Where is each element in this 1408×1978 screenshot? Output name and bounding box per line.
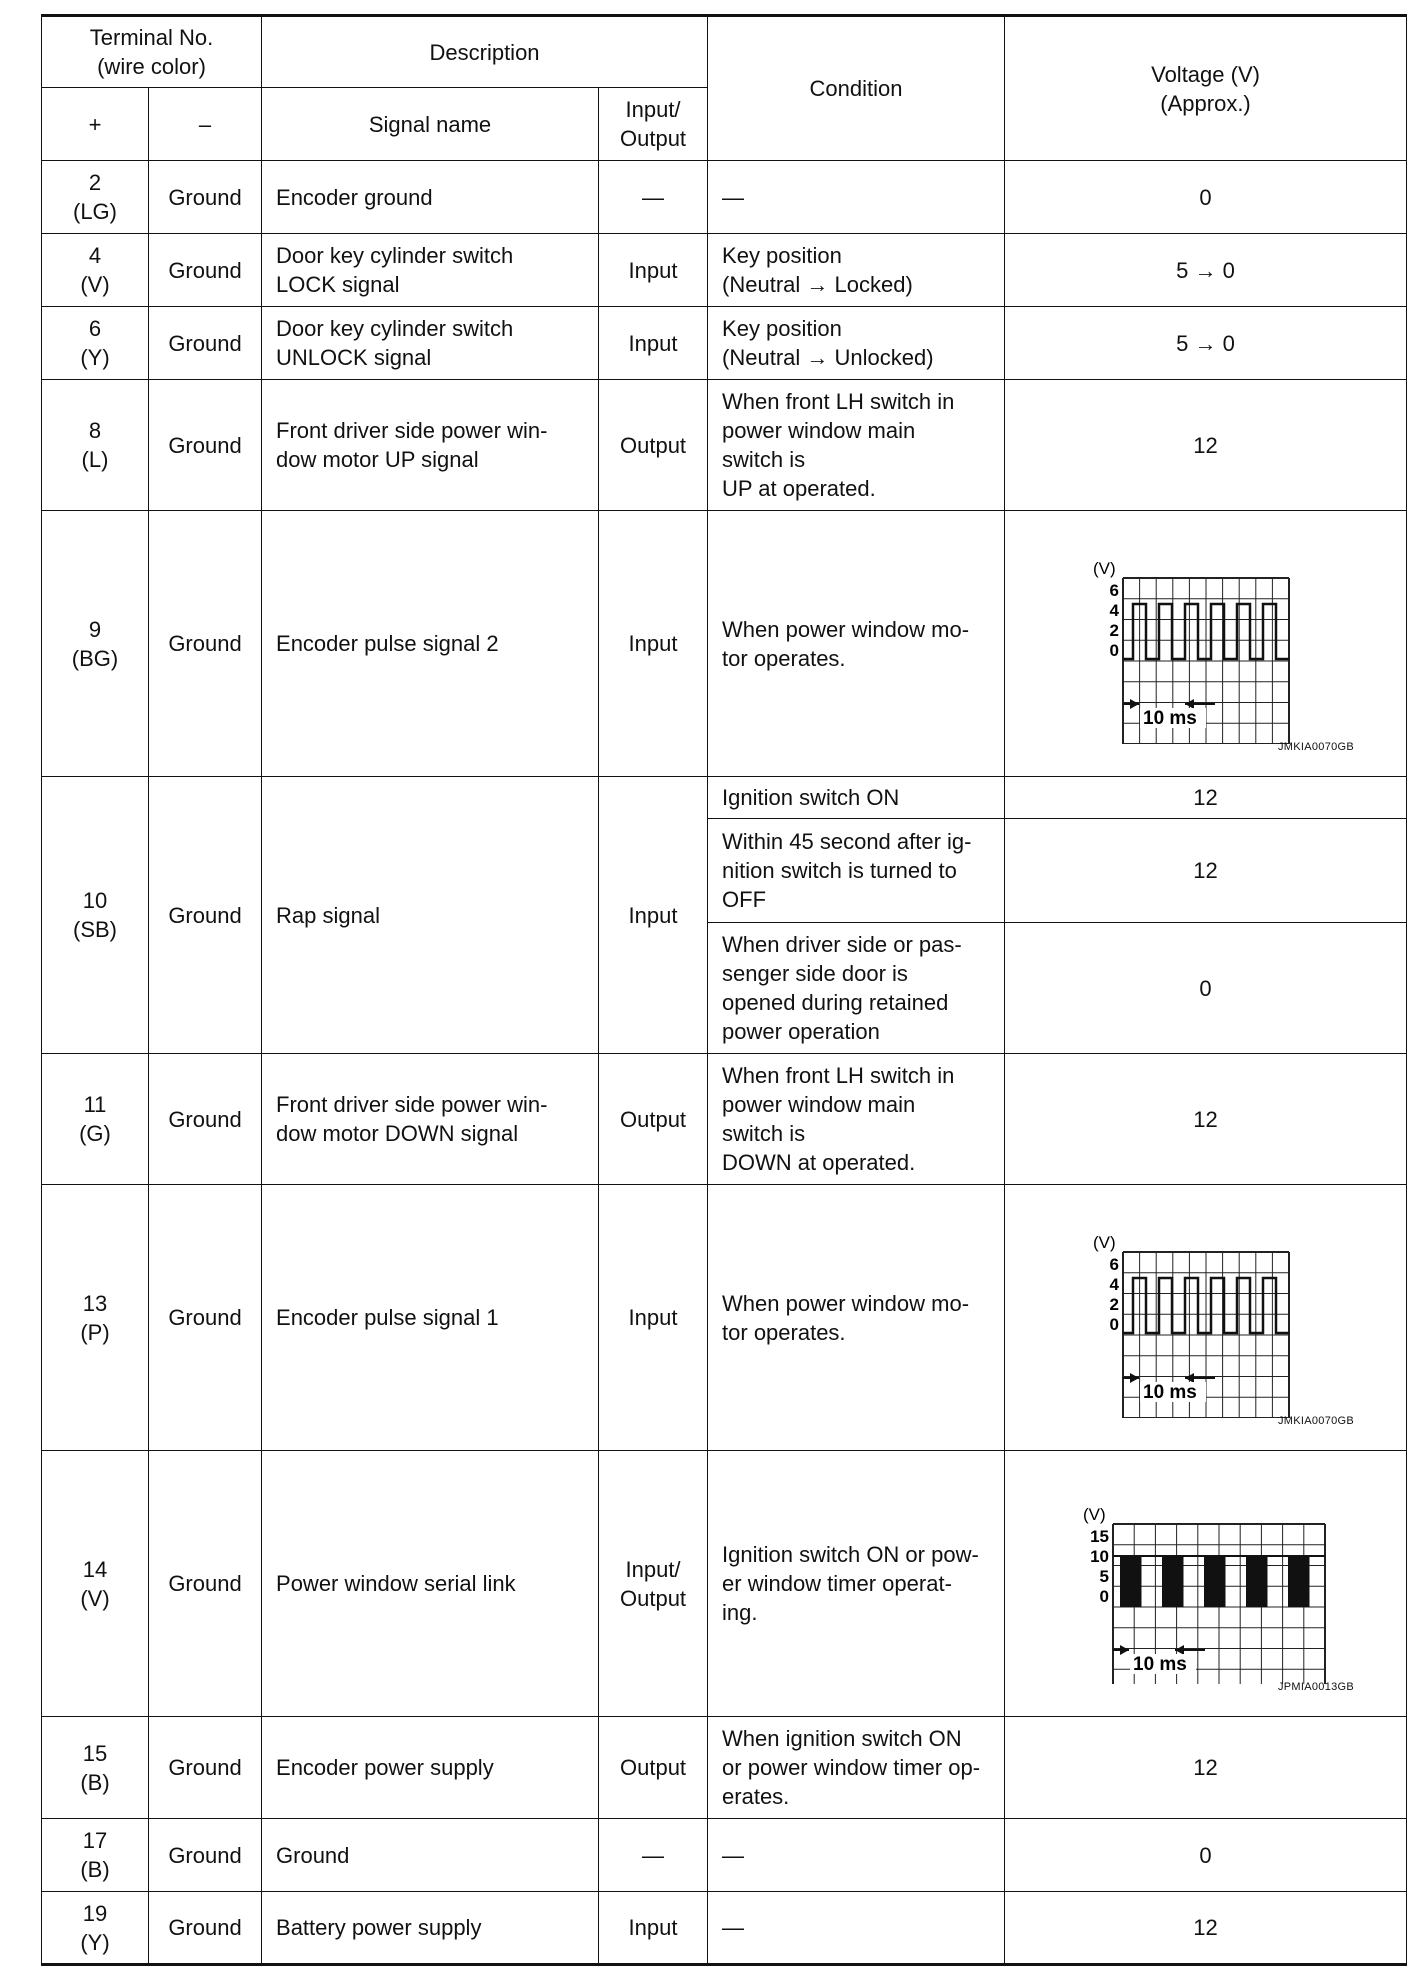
- table-row: [42, 161, 1407, 234]
- signal-name: Front driver side power win- dow motor DOWN signal: [262, 1054, 599, 1185]
- input-output: Input: [599, 1892, 708, 1965]
- ground-terminal: Ground: [149, 777, 262, 1054]
- terminal-number: 14 (V): [42, 1451, 149, 1717]
- waveform-tick-label: 5: [1099, 1566, 1110, 1586]
- waveform-graph: [1083, 1484, 1333, 1684]
- table-row: [42, 1185, 1407, 1451]
- ground-terminal: Ground: [149, 1185, 262, 1451]
- table-row: [42, 307, 1407, 380]
- waveform-axis-unit: (V): [1093, 1232, 1116, 1252]
- condition: Ignition switch ON: [708, 777, 1005, 819]
- period-label: 10 ms: [1143, 707, 1197, 729]
- condition: When power window mo- tor operates.: [708, 1185, 1005, 1451]
- signal-name: Front driver side power win- dow motor UP signal: [262, 380, 599, 511]
- figure-code: JPMIA0013GB: [1277, 1681, 1355, 1693]
- header-io: Input/ Output: [599, 88, 708, 161]
- header-minus: –: [149, 88, 262, 161]
- table-row: [42, 1819, 1407, 1892]
- input-output: Output: [599, 380, 708, 511]
- condition: —: [708, 1819, 1005, 1892]
- voltage-waveform: [1005, 511, 1407, 777]
- input-output: Input: [599, 1185, 708, 1451]
- terminal-number: 19 (Y): [42, 1892, 149, 1965]
- table-row: [42, 234, 1407, 307]
- ground-terminal: Ground: [149, 380, 262, 511]
- waveform-tick-label: 0: [1099, 1586, 1110, 1606]
- terminal-number: 2 (LG): [42, 161, 149, 234]
- input-output: Input: [599, 307, 708, 380]
- table-row: [42, 1054, 1407, 1185]
- header-terminal: Terminal No. (wire color): [42, 16, 262, 88]
- signal-name: Ground: [262, 1819, 599, 1892]
- waveform-graph: [1083, 544, 1303, 744]
- signal-name: Door key cylinder switch LOCK signal: [262, 234, 599, 307]
- waveform-tick-label: 0: [1109, 640, 1120, 660]
- terminal-number: 10 (SB): [42, 777, 149, 1054]
- input-output: —: [599, 1819, 708, 1892]
- terminal-number: 6 (Y): [42, 307, 149, 380]
- waveform-axis-unit: (V): [1093, 558, 1116, 578]
- ground-terminal: Ground: [149, 1054, 262, 1185]
- period-arrowhead: [1120, 1645, 1129, 1655]
- figure-code: JMKIA0070GB: [1277, 1415, 1355, 1427]
- terminal-number: 11 (G): [42, 1054, 149, 1185]
- input-output: Input: [599, 234, 708, 307]
- terminal-number: 9 (BG): [42, 511, 149, 777]
- waveform-tick-label: 10: [1090, 1546, 1110, 1566]
- input-output: Input: [599, 511, 708, 777]
- ground-terminal: Ground: [149, 234, 262, 307]
- waveform-trace: [1113, 1556, 1325, 1606]
- waveform-graph: [1083, 1218, 1303, 1418]
- terminal-number: 4 (V): [42, 234, 149, 307]
- table-row: [42, 511, 1407, 777]
- voltage-value: 0: [1005, 161, 1407, 234]
- waveform-tick-label: 0: [1109, 1314, 1120, 1334]
- terminal-table: [41, 14, 1407, 1966]
- ground-terminal: Ground: [149, 1451, 262, 1717]
- voltage-value: 12: [1005, 1054, 1407, 1185]
- period-arrowhead: [1130, 1373, 1139, 1383]
- ground-terminal: Ground: [149, 307, 262, 380]
- table-row: [42, 1451, 1407, 1717]
- voltage-value: 12: [1005, 1717, 1407, 1819]
- waveform-tick-label: 15: [1090, 1526, 1110, 1546]
- voltage-waveform: [1005, 1451, 1407, 1717]
- header-voltage: Voltage (V) (Approx.): [1005, 16, 1407, 161]
- table-row: [42, 777, 1407, 819]
- terminal-number: 17 (B): [42, 1819, 149, 1892]
- ground-terminal: Ground: [149, 1819, 262, 1892]
- terminal-number: 15 (B): [42, 1717, 149, 1819]
- terminal-number: 13 (P): [42, 1185, 149, 1451]
- waveform-axis-unit: (V): [1083, 1504, 1106, 1524]
- figure-code: JMKIA0070GB: [1277, 741, 1355, 753]
- voltage-value: 12: [1005, 819, 1407, 923]
- signal-name: Encoder power supply: [262, 1717, 599, 1819]
- condition: When power window mo- tor operates.: [708, 511, 1005, 777]
- condition: Key position (Neutral → Locked): [708, 234, 1005, 307]
- header-plus: +: [42, 88, 149, 161]
- header-signal-name: Signal name: [262, 88, 599, 161]
- signal-name: Power window serial link: [262, 1451, 599, 1717]
- table-row: [42, 380, 1407, 511]
- header-description: Description: [262, 16, 708, 88]
- input-output: Input/ Output: [599, 1451, 708, 1717]
- period-label: 10 ms: [1133, 1653, 1187, 1675]
- input-output: Input: [599, 777, 708, 1054]
- waveform-tick-label: 4: [1109, 600, 1120, 620]
- waveform-tick-label: 6: [1109, 1254, 1120, 1274]
- waveform-tick-label: 2: [1109, 620, 1120, 640]
- ground-terminal: Ground: [149, 1892, 262, 1965]
- voltage-value: 5 → 0: [1005, 307, 1407, 380]
- input-output: Output: [599, 1054, 708, 1185]
- condition: —: [708, 1892, 1005, 1965]
- ground-terminal: Ground: [149, 161, 262, 234]
- voltage-value: 5 → 0: [1005, 234, 1407, 307]
- signal-name: Rap signal: [262, 777, 599, 1054]
- condition: When front LH switch in power window main switch is DOWN at operated.: [708, 1054, 1005, 1185]
- ground-terminal: Ground: [149, 511, 262, 777]
- voltage-waveform: [1005, 1185, 1407, 1451]
- signal-name: Door key cylinder switch UNLOCK signal: [262, 307, 599, 380]
- table-row: [42, 1892, 1407, 1965]
- ground-terminal: Ground: [149, 1717, 262, 1819]
- voltage-value: 12: [1005, 1892, 1407, 1965]
- condition: Ignition switch ON or pow- er window timer operat- ing.: [708, 1451, 1005, 1717]
- voltage-value: 12: [1005, 777, 1407, 819]
- terminal-number: 8 (L): [42, 380, 149, 511]
- condition: Within 45 second after ig- nition switch is turned to OFF: [708, 819, 1005, 923]
- waveform-tick-label: 4: [1109, 1274, 1120, 1294]
- voltage-value: 0: [1005, 1819, 1407, 1892]
- condition: —: [708, 161, 1005, 234]
- signal-name: Encoder pulse signal 2: [262, 511, 599, 777]
- table-row: [42, 1717, 1407, 1819]
- waveform-tick-label: 6: [1109, 580, 1120, 600]
- waveform-tick-label: 2: [1109, 1294, 1120, 1314]
- signal-name: Encoder ground: [262, 161, 599, 234]
- condition: When ignition switch ON or power window timer op- erates.: [708, 1717, 1005, 1819]
- input-output: Output: [599, 1717, 708, 1819]
- period-arrowhead: [1130, 699, 1139, 709]
- condition: When front LH switch in power window main switch is UP at operated.: [708, 380, 1005, 511]
- voltage-value: 12: [1005, 380, 1407, 511]
- period-label: 10 ms: [1143, 1381, 1197, 1403]
- condition: When driver side or pas- senger side door is opened during retained power operation: [708, 923, 1005, 1054]
- voltage-value: 0: [1005, 923, 1407, 1054]
- input-output: —: [599, 161, 708, 234]
- header-condition: Condition: [708, 16, 1005, 161]
- signal-name: Encoder pulse signal 1: [262, 1185, 599, 1451]
- signal-name: Battery power supply: [262, 1892, 599, 1965]
- condition: Key position (Neutral → Unlocked): [708, 307, 1005, 380]
